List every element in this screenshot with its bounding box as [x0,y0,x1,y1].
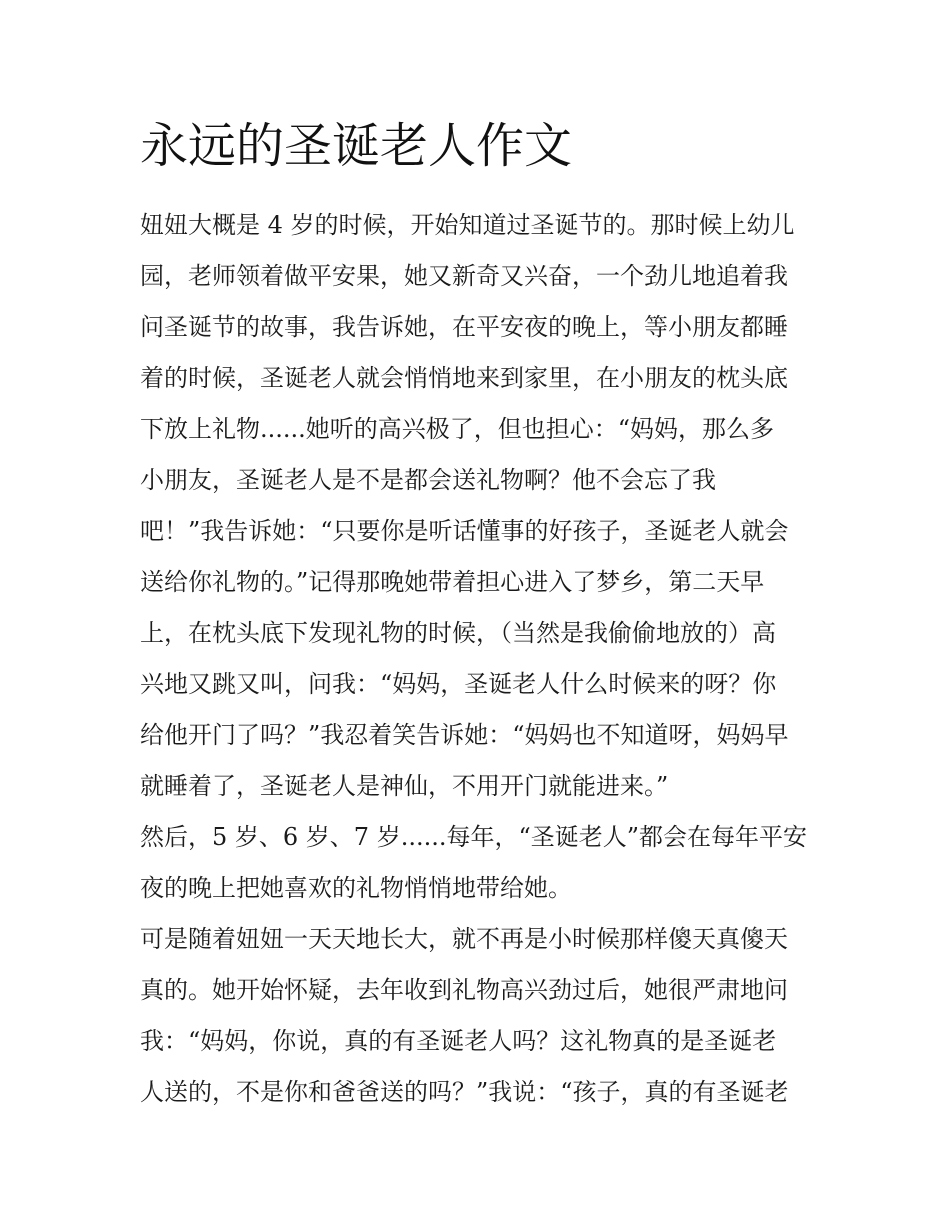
body-line-1: 妞妞大概是 4 岁的时候，开始知道过圣诞节的。那时候上幼儿 [140,211,795,239]
body-line-2: 园，老师领着做平安果，她又新奇又兴奋，一个劲儿地追着我 [140,262,788,290]
body-line-7: 吧！”我告诉她：“只要你是听话懂事的好孩子，圣诞老人就会 [140,517,789,545]
document-title: 永远的圣诞老人作文 [140,118,573,174]
body-line-5: 下放上礼物......她听的高兴极了，但也担心：“妈妈，那么多 [140,415,775,443]
body-line-13: 然后，5 岁、6 岁、7 岁......每年，“圣诞老人”都会在每年平安 [140,823,808,851]
body-line-12: 就睡着了，圣诞老人是神仙，不用开门就能进来。” [140,772,669,800]
body-line-15: 可是随着妞妞一天天地长大，就不再是小时候那样傻天真傻天 [140,925,788,953]
body-line-6: 小朋友，圣诞老人是不是都会送礼物啊？他不会忘了我 [140,466,716,494]
body-line-3: 问圣诞节的故事，我告诉她，在平安夜的晚上，等小朋友都睡 [140,313,788,341]
body-line-17: 我：“妈妈，你说，真的有圣诞老人吗？这礼物真的是圣诞老 [140,1027,777,1055]
document-body [140,200,830,1118]
body-line-8: 送给你礼物的。”记得那晚她带着担心进入了梦乡，第二天早 [140,568,765,596]
body-line-4: 着的时候，圣诞老人就会悄悄地来到家里，在小朋友的枕头底 [140,364,788,392]
body-line-16: 真的。她开始怀疑，去年收到礼物高兴劲过后，她很严肃地问 [140,976,788,1004]
body-line-18: 人送的，不是你和爸爸送的吗？”我说：“孩子，真的有圣诞老 [140,1078,789,1106]
body-line-9: 上，在枕头底下发现礼物的时候，（当然是我偷偷地放的）高 [140,619,776,647]
body-line-11: 给他开门了吗？”我忍着笑告诉她：“妈妈也不知道呀，妈妈早 [140,721,789,749]
body-line-10: 兴地又跳又叫，问我：“妈妈，圣诞老人什么时候来的呀？你 [140,670,777,698]
body-line-14: 夜的晚上把她喜欢的礼物悄悄地带给她。 [140,874,572,902]
